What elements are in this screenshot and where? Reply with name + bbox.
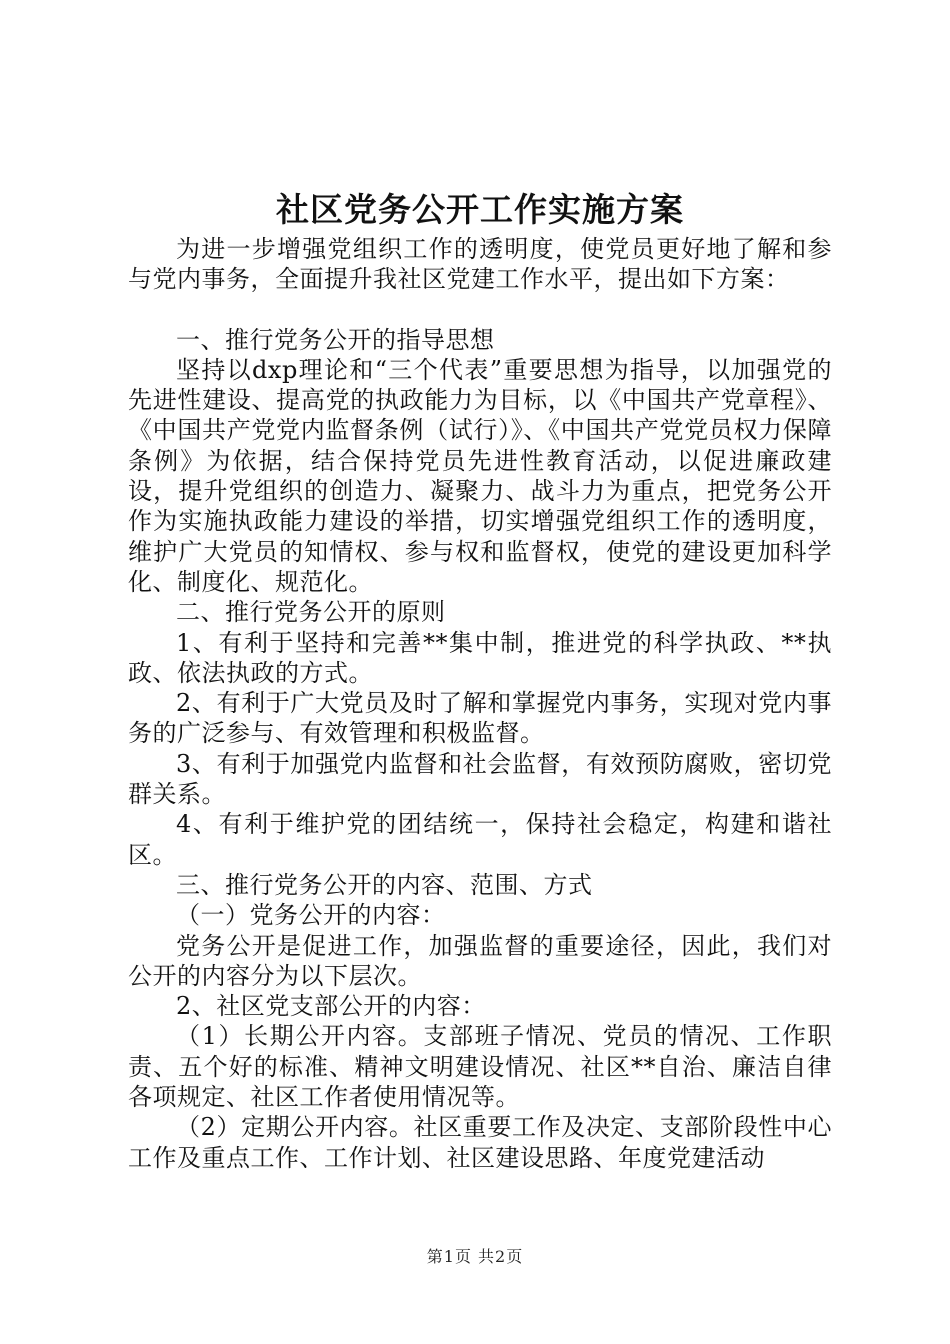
subsection-heading-2: 2、社区党支部公开的内容： [176, 992, 486, 1021]
periodic-content-paragraph: （2）定期公开内容。社区重要工作及决定、支部阶段性中心工作及重点工作、工作计划、社区建设思路、年度党建活动 [128, 1113, 832, 1172]
intro-paragraph: 为进一步增强党组织工作的透明度，使党员更好地了解和参与党内事务，全面提升我社区党建工作水平，提出如下方案： [128, 235, 832, 294]
principle-item-1: 1、有利于坚持和完善**集中制，推进党的科学执政、**执政、依法执政的方式。 [128, 628, 832, 687]
principle-item-2: 2、有利于广大党员及时了解和掌握党内事务，实现对党内事务的广泛参与、有效管理和积极监督。 [128, 689, 832, 748]
section-heading-2: 二、推行党务公开的原则 [176, 598, 446, 627]
principle-item-3: 3、有利于加强党内监督和社会监督，有效预防腐败，密切党群关系。 [128, 749, 832, 809]
document-page [128, 182, 832, 1173]
content-intro-paragraph: 党务公开是促进工作，加强监督的重要途径，因此，我们对公开的内容分为以下层次。 [128, 931, 832, 990]
section-heading-3: 三、推行党务公开的内容、范围、方式 [176, 870, 593, 899]
subsection-heading-1: （一）党务公开的内容： [176, 901, 446, 930]
paragraph-spacer [128, 295, 832, 325]
principle-item-4: 4、有利于维护党的团结统一，保持社会稳定，构建和谐社区。 [128, 810, 832, 869]
guiding-principle-paragraph: 坚持以dxp理论和“三个代表”重要思想为指导，以加强党的先进性建设、提高党的执政能力为目标，以《中国共产党章程》、《中国共产党党内监督条例（试行）》、《中国共产党党员权力保障条例》为依据，结合保持党员先进性教育活动，以促进廉政建设，提升党组织的创造力、凝聚力、战斗力为重点，把党务公开作为实施执政能力建设的举措，切实增强党组织工作的透明度，维护广大党员的知情权、参与权和监督权，使党的建设更加科学化、制度化、规范化。 [128, 355, 832, 596]
document-title: 社区党务公开工作实施方案 [276, 190, 684, 229]
page-footer: 第1页 共2页 [426, 1247, 524, 1266]
long-term-content-paragraph: （1）长期公开内容。支部班子情况、党员的情况、工作职责、五个好的标准、精神文明建设情况、社区**自治、廉洁自律各项规定、社区工作者使用情况等。 [128, 1022, 832, 1112]
section-heading-1: 一、推行党务公开的指导思想 [176, 325, 495, 354]
